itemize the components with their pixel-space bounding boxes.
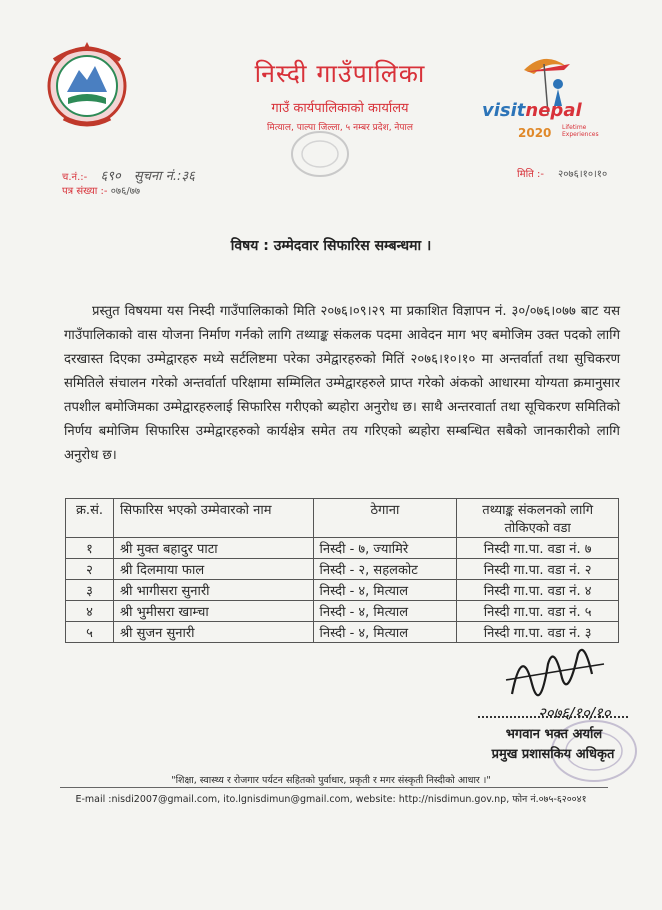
footer-divider xyxy=(60,787,608,788)
address-cell: निस्दी - २, सहलकोट xyxy=(313,559,457,580)
candidate-name-cell: श्री मुक्त बहादुर पाटा xyxy=(113,538,313,559)
serial-cell: ४ xyxy=(66,601,114,622)
footer-contact: E-mail :nisdi2007@gmail.com, ito.lgnisdimun@gmail.com, website: http://nisdimun.gov.np, फोन नं.०७५-६२००४१ xyxy=(75,794,587,805)
table-row xyxy=(66,580,619,601)
column-header: क्र.सं. xyxy=(66,499,114,538)
table-row xyxy=(66,559,619,580)
serial-cell: १ xyxy=(66,538,114,559)
dispatch-number-value: ६९० xyxy=(100,169,121,184)
visit-nepal-logo-icon xyxy=(478,44,628,150)
table-header-row xyxy=(66,499,619,538)
address-cell: निस्दी - ४, मित्याल xyxy=(313,622,457,643)
ward-cell: निस्दी गा.पा. वडा नं. ३ xyxy=(457,622,619,643)
serial-cell: २ xyxy=(66,559,114,580)
address-cell: निस्दी - ४, मित्याल xyxy=(313,580,457,601)
candidate-name-cell: श्री भागीसरा सुनारी xyxy=(113,580,313,601)
visit-nepal-tagline: Lifetime Experiences xyxy=(562,124,599,138)
candidate-name-cell: श्री दिलमाया फाल xyxy=(113,559,313,580)
signature-handwritten-date: २०७६/१०/१० xyxy=(538,704,611,722)
signer-title: प्रमुख प्रशासकिय अधिकृत xyxy=(491,747,615,762)
ward-cell: निस्दी गा.पा. वडा नं. ४ xyxy=(457,580,619,601)
office-name: गाउँ कार्यपालिकाको कार्यालय xyxy=(271,101,409,116)
letter-subject: विषय : उम्मेदवार सिफारिस सम्बन्धमा । xyxy=(230,238,432,254)
candidate-name-cell: श्री सुजन सुनारी xyxy=(113,622,313,643)
dispatch-number: च.नं.:- ६९० सुचना नं.:३६ xyxy=(62,169,195,184)
address-cell: निस्दी - ४, मित्याल xyxy=(313,601,457,622)
office-address: मित्याल, पाल्पा जिल्ला, ५ नम्बर प्रदेश, नेपाल xyxy=(267,123,413,133)
nepal-government-emblem xyxy=(44,40,130,130)
ward-cell: निस्दी गा.पा. वडा नं. ५ xyxy=(457,601,619,622)
letter-number: पत्र संख्या :- ०७६/७७ xyxy=(62,186,141,197)
org-name: निस्दी गाउँपालिका xyxy=(254,59,426,88)
letter-body xyxy=(64,300,620,468)
candidate-name-cell: श्री भुमीसरा खाम्चा xyxy=(113,601,313,622)
footer-motto: "शिक्षा, स्वास्थ्य र रोजगार पर्यटन सहितको पुर्वाधार, प्रकृती र मगर संस्कृती निस्दीको आधार ।" xyxy=(171,775,491,786)
signer-name: भगवान भक्त अर्याल xyxy=(505,727,603,742)
notice-number-handwritten: सुचना नं.:३६ xyxy=(133,169,195,184)
letter-date: मिति :- २०७६।१०।१० xyxy=(517,169,608,180)
signature-scribble-icon xyxy=(492,634,622,724)
faint-stamp-icon xyxy=(288,128,352,180)
recommendation-table xyxy=(65,498,619,643)
serial-cell: ५ xyxy=(66,622,114,643)
ward-cell: निस्दी गा.पा. वडा नं. ७ xyxy=(457,538,619,559)
address-cell: निस्दी - ७, ज्यामिरे xyxy=(313,538,457,559)
ward-cell: निस्दी गा.पा. वडा नं. २ xyxy=(457,559,619,580)
serial-cell: ३ xyxy=(66,580,114,601)
table-row xyxy=(66,601,619,622)
column-header: तथ्याङ्क संकलनको लागि तोकिएको वडा xyxy=(457,499,619,538)
visit-nepal-year: 2020 xyxy=(518,126,552,140)
body-paragraph: प्रस्तुत विषयमा यस निस्दी गाउँपालिकाको मिति २०७६।०९।२९ मा प्रकाशित विज्ञापन नं. ३०/०७६।०७७ बाट यस गाउँपालिकाको वास योजना निर्माण गर्नको लागि तथ्याङ्क संकलक पदमा आवेदन माग भए बमोजिम उक्त पदको लागि दरखास्त दिएका उम्मेद्वारहरु मध्ये सर्टलिष्टमा परेका उमेद्वारहरुको मितिं २०७६।१०।१० मा अन्तर्वार्ता तथा सुचिकरण समितिले संचालन गरेको अन्तर्वार्ता परिक्षामा सम्मिलित उम्मेद्वारहरुले प्राप्त गरेको अंकको आधारमा योग्यता क्रमानुसार तपशील बमोजिमका उम्मेद्वारहरुलाई सिफारिस गरीएको ब्यहोरा अनुरोध छ। साथै अन्तरवार्ता तथा सूचिकरण समितिको निर्णय बमोजिम सिफारिस उम्मेद्वारहरुको कार्यक्षेत्र समेत तय गरिएको ब्यहोरा सम्बन्धित सबैको जानकारीको लागि अनुरोध छ। xyxy=(64,304,620,463)
column-header: सिफारिस भएको उम्मेवारको नाम xyxy=(113,499,313,538)
visit-nepal-wordmark: visitnepal xyxy=(482,100,582,121)
column-header: ठेगाना xyxy=(313,499,457,538)
table-row xyxy=(66,538,619,559)
